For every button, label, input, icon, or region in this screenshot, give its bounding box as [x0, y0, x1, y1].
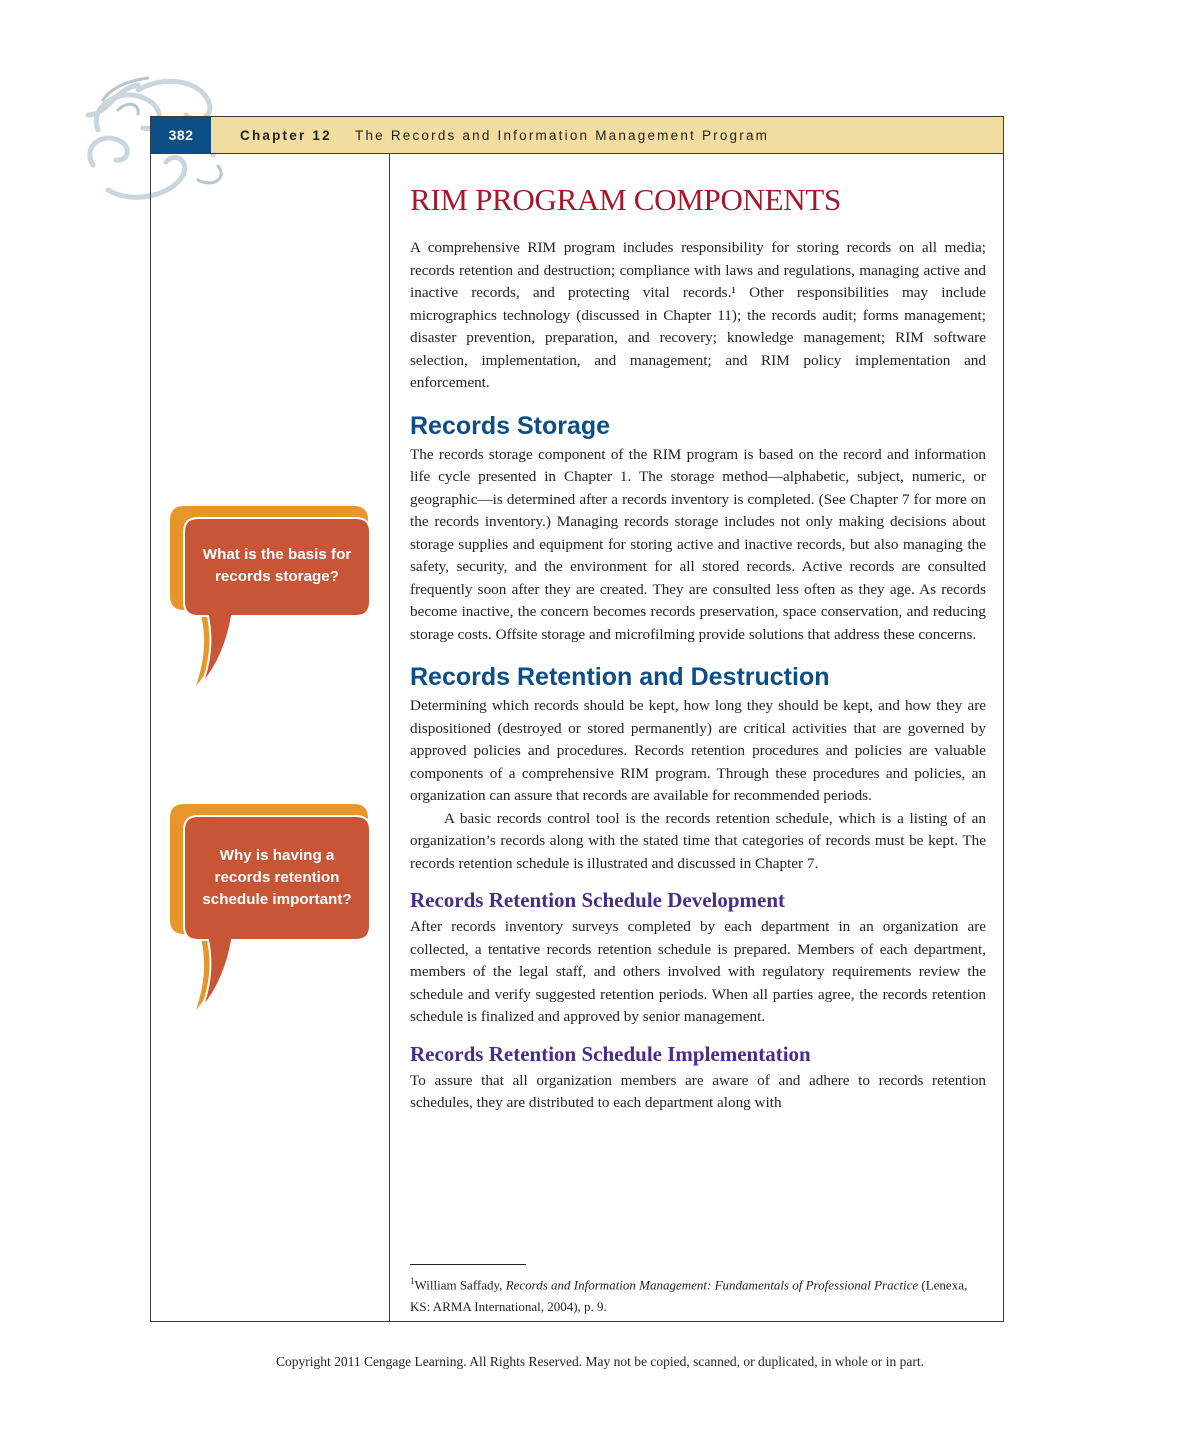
chapter-label: Chapter 12 [240, 128, 332, 143]
page-number: 382 [151, 117, 211, 153]
retention-paragraph-1: Determining which records should be kept, how long they should be kept, and how they are dispositioned (destroyed or stored permanently) are critical activities that are governed by approved policies and procedures. Records retention procedures and policies are valuable components of a comprehensive RIM program. Through these procedures and policies, an organization can assure that records are available for recommended periods. [410, 697, 986, 804]
section-heading-retention: Records Retention and Destruction [410, 663, 830, 691]
retention-paragraph-2: A basic records control tool is the records retention schedule, which is a listing of an organization’s records along with the stated time that categories of records must be kept. The records retention schedule is illustrated and discussed in Chapter 7. [410, 809, 986, 872]
storage-paragraph: The records storage component of the RIM program is based on the record and information life cycle presented in Chapter 1. The storage method—alphabetic, subject, numeric, or geographic—is determined after a records inventory is completed. (See Chapter 7 for more on the records inventory.) Managing records storage includes not only making decisions about storage supplies and equipment for storing active and inactive records, but also managing the safety, security, and the environment for all stored records. Active records are consulted frequently soon after they are created. They are consulted less often as they age. As records become inactive, the concern becomes records preservation, space conservation, and reducing storage costs. Offsite storage and microfilming provide solutions that address these concerns. [410, 445, 986, 643]
footnote-marker: 1 [410, 1276, 415, 1286]
footnote-details: (Lenexa, KS: ARMA International, 2004), p. 9. [410, 1277, 968, 1315]
main-content [410, 180, 986, 1115]
section-heading-storage: Records Storage [410, 411, 611, 440]
copyright-notice: Copyright 2011 Cengage Learning. All Rights Reserved. May not be copied, scanned, or duplicated, in whole or in part. [275, 1354, 925, 1369]
development-paragraph: After records inventory surveys completed by each department in an organization are collected, a tentative records retention schedule is prepared. Members of each department, members of the legal staff, and others involved with regulatory requirements review the schedule and verify suggested retention periods. When all parties agree, the records retention schedule is finalized and approved by senior management. [410, 918, 986, 1025]
subsection-heading-development: Records Retention Schedule Development [410, 888, 786, 912]
page-title: RIM PROGRAM COMPONENTS [410, 182, 841, 217]
speech-bubble-icon [168, 506, 372, 690]
footnote-author: William Saffady, [414, 1277, 506, 1293]
running-header [151, 117, 1003, 154]
subsection-heading-implementation: Records Retention Schedule Implementation [410, 1041, 811, 1066]
margin-divider [389, 153, 390, 1321]
implementation-paragraph: To assure that all organization members are aware of and adhere to records retention schedules, they are distributed to each department along with [410, 1071, 986, 1111]
footnote-work: Records and Information Management: Fundamentals of Professional Practice [505, 1277, 919, 1293]
footnote [410, 1270, 986, 1318]
intro-paragraph: A comprehensive RIM program includes responsibility for storing records on all media; records retention and destruction; compliance with laws and regulations, managing active and inactive records, and protecting vital records.¹ Other responsibilities may include micrographics technology (discussed in Chapter 11); the records audit; forms management; disaster prevention, preparation, and recovery; knowledge management; RIM software selection, implementation, and management; and RIM policy implementation and enforcement. [410, 239, 986, 391]
footnote-rule [410, 1264, 526, 1265]
chapter-title: The Records and Information Management Program [355, 128, 770, 143]
question-text: Why is having a records retention schedule important? [202, 847, 352, 908]
question-text: What is the basis for records storage? [202, 546, 352, 585]
